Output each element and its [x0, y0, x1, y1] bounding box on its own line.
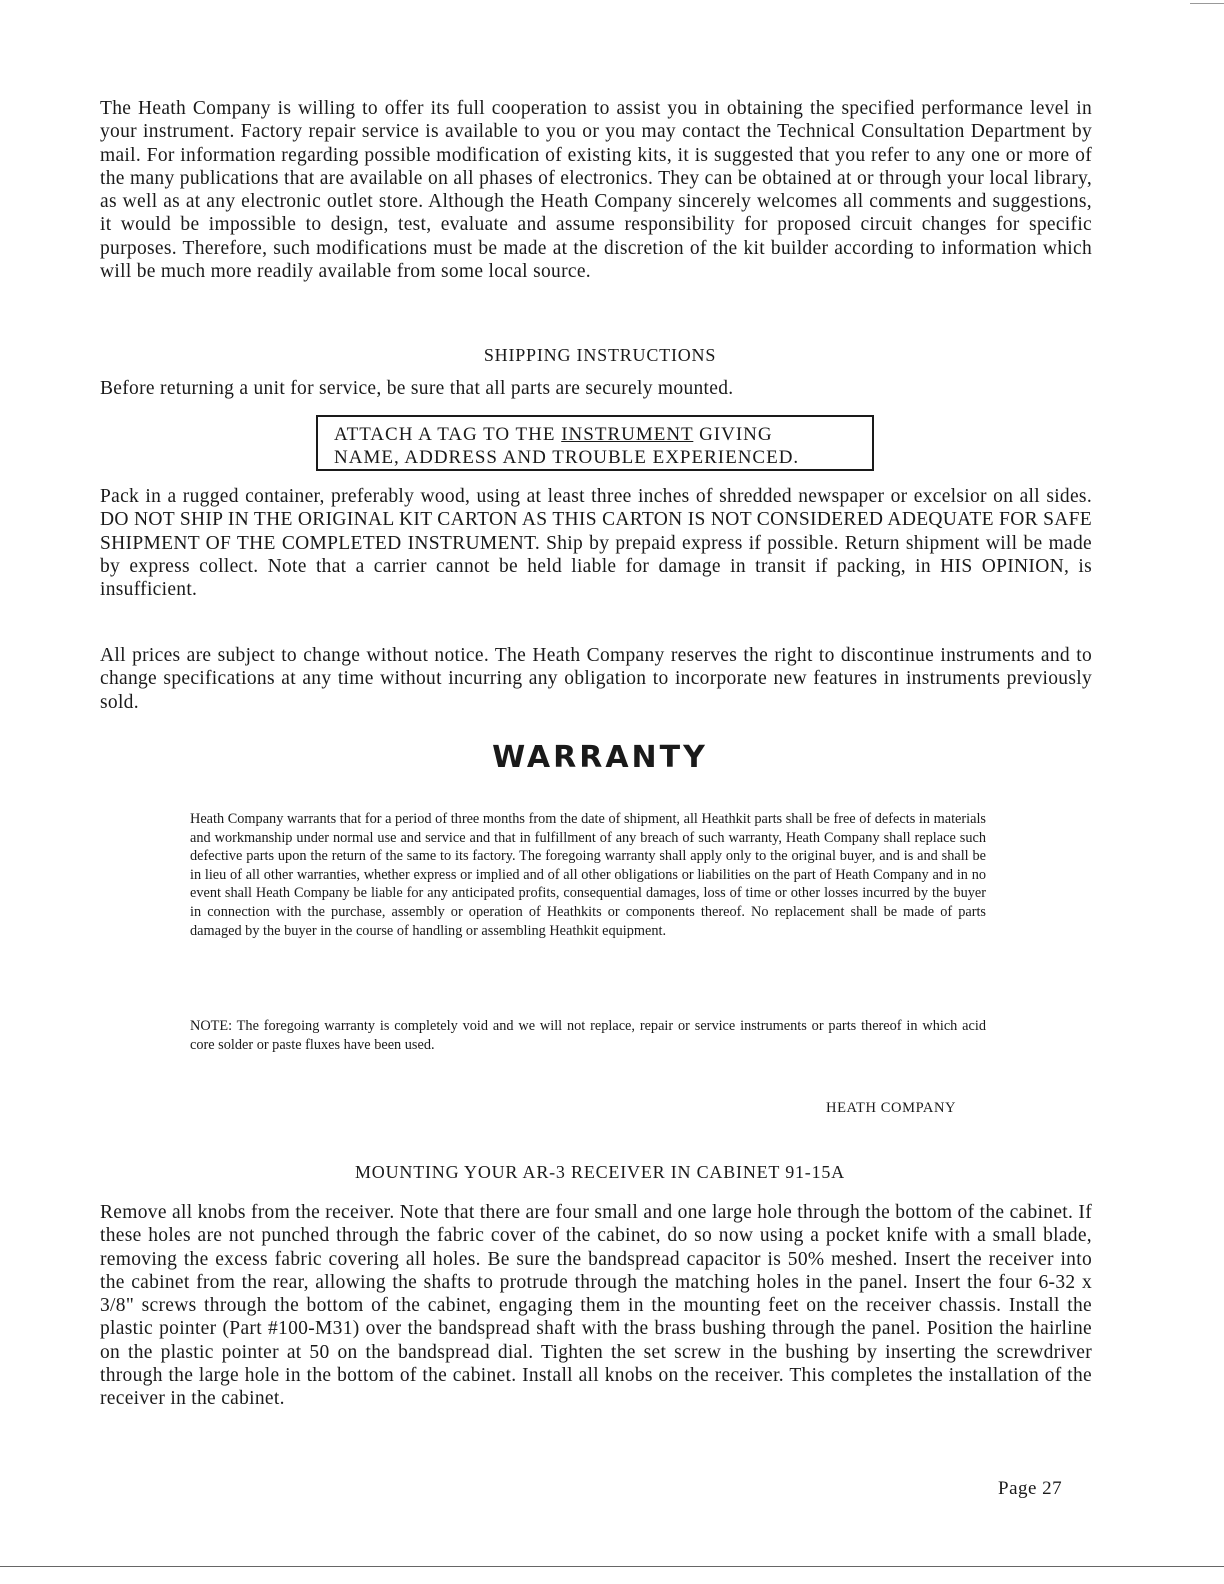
mounting-heading: MOUNTING YOUR AR-3 RECEIVER IN CABINET 91-15A	[355, 1162, 845, 1182]
prices-paragraph: All prices are subject to change without notice. The Heath Company reserves the right to discontinue instruments and to change specifications at any time without incurring any obligation to incorporate new features in instruments previously sold.	[100, 645, 1092, 713]
scan-edge-line	[1190, 3, 1224, 4]
mounting-paragraph: Remove all knobs from the receiver. Note that there are four small and one large hole through the bottom of the cabinet. If these holes are not punched through the fabric cover of the cabinet, do so now using a pocket knife with a small blade, removing the excess fabric covering all holes. Be sure the bandspread capacitor is 50% meshed. Insert the receiver into the cabinet from the rear, allowing the shafts to protrude through the matching holes in the panel. Insert the four 6-32 x 3/8" screws through the bottom of the cabinet, engaging them in the mounting feet on the receiver chassis. Install the plastic pointer (Part #100-M31) over the bandspread shaft with the brass bushing through the panel. Position the hairline on the plastic pointer at 50 on the bandspread dial. Tighten the set screw in the bushing by inserting the screwdriver through the large hole in the bottom of the cabinet. Install all knobs on the receiver. This completes the installation of the receiver in the cabinet.	[100, 1202, 1092, 1410]
warranty-note: NOTE: The foregoing warranty is completely void and we will not replace, repair or service instruments or parts thereof in which acid core solder or paste fluxes have been used.	[190, 1018, 986, 1053]
page-number: Page 27	[998, 1478, 1063, 1499]
warranty-body: Heath Company warrants that for a period of three months from the date of shipment, all Heathkit parts shall be free of defects in materials and workmanship under normal use and service and that in fulfillment of any breach of such warranty, Heath Company shall replace such defective parts upon the return of the same to its factory. The foregoing warranty shall apply only to the original buyer, and is and shall be in lieu of all other warranties, whether express or implied and of all other obligations or liabilities on the part of Heath Company and in no event shall Heath Company be liable for any anticipated profits, consequential damages, loss of time or other losses incurred by the buyer in connection with the purchase, assembly or operation of Heathkits or components thereof. No replacement shall be made of parts damaged by the buyer in the course of handling or assembling Heathkit equipment.	[190, 811, 986, 939]
packing-paragraph: Pack in a rugged container, preferably wood, using at least three inches of shredded newspaper or excelsior on all sides. DO NOT SHIP IN THE ORIGINAL KIT CARTON AS THIS CARTON IS NOT CONSIDERED ADEQUATE FOR SAFE SHIPMENT OF THE COMPLETED INSTRUMENT. Ship by prepaid express if possible. Return shipment will be made by express collect. Note that a carrier cannot be held liable for damage in transit if packing, in HIS OPINION, is insufficient.	[100, 486, 1092, 601]
shipping-intro: Before returning a unit for service, be sure that all parts are securely mounted.	[100, 378, 734, 399]
warranty-signature: HEATH COMPANY	[826, 1100, 957, 1116]
intro-paragraph: The Heath Company is willing to offer its full cooperation to assist you in obtaining the specified performance level in your instrument. Factory repair service is available to you or you may contact the Technical Consultation Department by mail. For information regarding possible modification of existing kits, it is suggested that you refer to any one or more of the many publications that are available on all phases of electronics. They can be obtained at or through your local library, as well as at any electronic outlet store. Although the Heath Company sincerely welcomes all comments and suggestions, it would be impossible to design, test, evaluate and assume responsibility for proposed circuit changes for specific purposes. Therefore, such modifications must be made at the discretion of the kit builder according to information which will be much more readily available from some local source.	[100, 98, 1092, 283]
tag-instruction-box	[316, 415, 874, 471]
tag-line-2: NAME, ADDRESS AND TROUBLE EXPERIENCED.	[334, 447, 800, 468]
scan-bottom-line	[0, 1566, 1224, 1567]
tag-line-1: ATTACH A TAG TO THE INSTRUMENT GIVING	[334, 424, 773, 445]
shipping-heading: SHIPPING INSTRUCTIONS	[483, 345, 717, 365]
warranty-title: WARRANTY	[492, 740, 708, 775]
